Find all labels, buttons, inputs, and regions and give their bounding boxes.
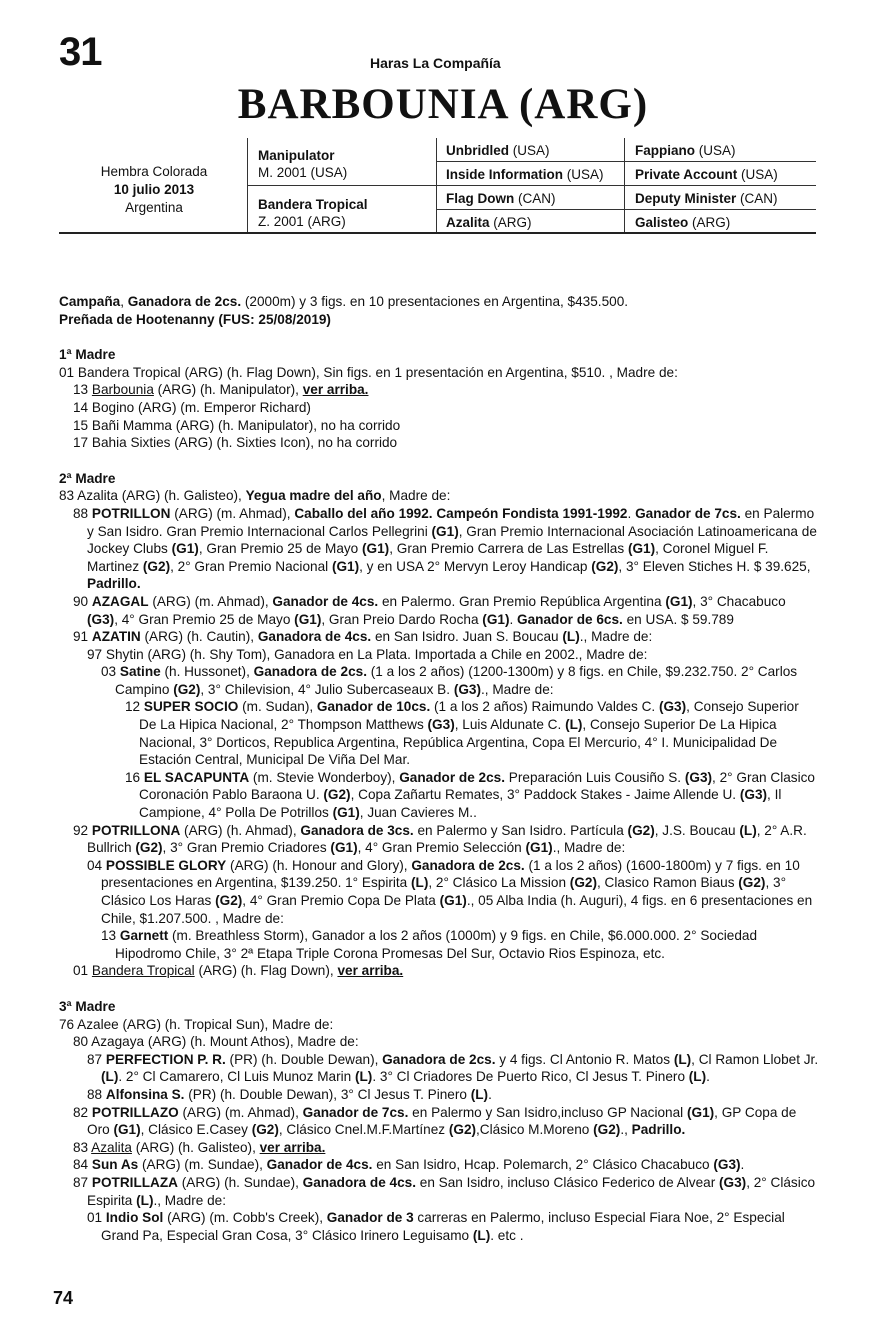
linked-name: ver arriba.	[302, 382, 369, 398]
record-text: Ganador de 4cs.	[272, 593, 379, 609]
record-text: AZAGAL	[91, 593, 149, 609]
record-text: (ARG) (m. Sundae),	[138, 1157, 267, 1173]
record-text: 03	[101, 664, 120, 680]
record-text: (G2)	[173, 681, 201, 697]
record-text: (ARG) (h. Sundae),	[178, 1174, 303, 1190]
sire-detail: M. 2001 (USA)	[258, 165, 348, 180]
record-text: 2ª Madre	[59, 470, 116, 486]
record-line	[59, 1016, 819, 1034]
record-text: .	[740, 1157, 745, 1173]
record-text: (L)	[101, 1069, 119, 1085]
record-text: PERFECTION P. R.	[105, 1051, 226, 1067]
record-line	[59, 822, 819, 857]
record-text: carreras en Palermo, incluso Especial Fiara Noe, 2° Especial Grand Pa, Especial Gran Cosa, 3° Clásico Irinero Leguisamo	[101, 1210, 785, 1243]
record-text: . 3° Cl Criadores De Puerto Rico, Cl Jesus T. Pinero	[372, 1069, 689, 1085]
ancestor-country: (ARG)	[688, 215, 731, 230]
record-text: 76 Azalee (ARG) (h. Tropical Sun), Madre de:	[59, 1016, 334, 1032]
record-text: (L)	[411, 875, 429, 891]
g2-ancestor	[446, 215, 532, 230]
record-text: 80 Azagaya (ARG) (h. Mount Athos), Madre de:	[73, 1034, 359, 1050]
record-line	[59, 998, 819, 1016]
record-text: 14 Bogino (ARG) (m. Emperor Richard)	[73, 399, 311, 415]
record-text: , 2° Gran Premio Nacional	[170, 558, 332, 574]
record-text: 97 Shytin (ARG) (h. Shy Tom), Ganadora en La Plata. Importada a Chile en 2002., Madre de:	[87, 646, 648, 662]
record-text: (G3)	[684, 769, 713, 785]
record-text: (1 a los 2 años) (1600-1800m) y 7 figs. en 10 presentaciones en Argentina, $139.250. 1° Espirita	[101, 857, 800, 891]
record-text: , Consejo Superior De La Hipica Nacional, 2° Thompson Matthews	[139, 699, 799, 733]
record-text: , 4° Gran Premio 25 de Mayo	[114, 611, 295, 627]
record-text: 13	[73, 382, 92, 398]
record-text: (ARG) (h. Galisteo),	[131, 1139, 260, 1155]
record-text: (L)	[472, 1227, 491, 1243]
record-text: Ganador de 2cs.	[399, 769, 506, 785]
record-line	[59, 346, 819, 364]
record-text: (L)	[673, 1051, 692, 1067]
record-text: en San Isidro, incluso Clásico Federico de Alvear	[416, 1174, 719, 1190]
record-text: (G2)	[142, 558, 171, 574]
record-text: 84	[73, 1157, 92, 1173]
record-text: (G3)	[453, 681, 481, 697]
record-text: Alfonsina S.	[105, 1086, 185, 1102]
record-text: Ganador de 4cs.	[266, 1157, 373, 1173]
linked-name: ver arriba.	[337, 963, 404, 979]
dam-name: Bandera Tropical	[258, 197, 368, 212]
horse-birth-date: 10 julio 2013	[113, 182, 195, 197]
record-text: (m. Sudan),	[238, 699, 317, 715]
record-text: , 3° Eleven Stiches H. $ 39.625,	[618, 558, 811, 574]
linked-name: Barbounia	[91, 382, 154, 398]
record-text: 82	[73, 1104, 92, 1120]
record-text: (L)	[565, 717, 583, 733]
record-text: 16	[125, 769, 144, 785]
record-text: 88	[87, 1086, 106, 1102]
record-text: Ganador de 7cs.	[302, 1104, 409, 1120]
record-text: (G3)	[713, 1157, 741, 1173]
record-text: ,	[120, 294, 128, 309]
record-text: (G1)	[525, 840, 553, 856]
g3-ancestor	[635, 215, 730, 230]
record-text: Ganador de 7cs.	[635, 505, 741, 521]
record-text: (G1)	[431, 523, 459, 539]
spacer	[59, 980, 819, 998]
record-text: en Palermo y San Isidro. Gran Premio Internacional Carlos Pellegrini	[87, 505, 815, 539]
record-text: 3ª Madre	[59, 998, 116, 1014]
record-text: , Il Campione, 4° Polla De Potrillos	[139, 787, 782, 821]
record-line	[59, 962, 819, 980]
record-text: , Juan Cavieres M..	[359, 805, 477, 821]
record-text: , 3° Chilevision, 4° Julio Subercaseaux B.	[200, 681, 454, 697]
record-text: Ganadora de 2cs.	[382, 1051, 496, 1067]
record-text: (2000m) y 3 figs. en 10 presentaciones en Argentina, $435.500.	[241, 294, 629, 309]
record-text: (G1)	[627, 541, 656, 557]
spacer	[59, 328, 819, 346]
record-text: (G2)	[591, 558, 619, 574]
record-text: ,Clásico M.Moreno	[476, 1122, 594, 1138]
g3-ancestor	[635, 143, 736, 158]
record-text: 01	[87, 1210, 106, 1226]
record-text: 12	[125, 699, 144, 715]
record-text: (m. Stevie Wonderboy),	[249, 769, 400, 785]
record-text: (G3)	[87, 611, 115, 627]
record-text: .	[627, 505, 636, 521]
record-text: (G1)	[665, 593, 693, 609]
record-text: (h. Hussonet),	[160, 664, 254, 680]
record-text: (G2)	[135, 840, 163, 856]
divider	[59, 232, 816, 234]
pedigree-table	[59, 138, 816, 234]
record-text: 1ª Madre	[59, 347, 116, 363]
ancestor-name: Azalita	[446, 215, 490, 230]
record-text: (ARG) (h. Flag Down),	[194, 963, 338, 979]
dam	[258, 196, 368, 230]
record-text: 13	[101, 928, 120, 944]
record-line	[59, 1156, 819, 1174]
record-text: , Gran Premio 25 de Mayo	[198, 541, 363, 557]
record-text: AZATIN	[91, 629, 141, 645]
record-text: 87	[73, 1174, 92, 1190]
record-text: (G1)	[439, 893, 467, 908]
ancestor-name: Private Account	[635, 167, 738, 182]
record-text: (ARG) (h. Cautin),	[140, 629, 258, 645]
record-text: (ARG) (h. Honour and Glory),	[226, 857, 412, 873]
record-text: (G2)	[251, 1122, 279, 1138]
record-text: en Palermo y San Isidro,incluso GP Nacional	[408, 1104, 687, 1120]
record-text: , 2° Gran Clasico Coronación Pablo Baraona U.	[139, 769, 815, 803]
record-text: (PR) (h. Double Dewan), 3° Cl Jesus T. Pinero	[184, 1086, 471, 1102]
record-text: , 4° Gran Premio Copa De Plata	[242, 893, 440, 908]
record-text: (G2)	[569, 875, 597, 891]
record-text: (G3)	[427, 717, 455, 733]
record-text: 15 Bañi Mamma (ARG) (h. Manipulator), no ha corrido	[73, 417, 401, 433]
record-text: (L)	[739, 822, 757, 838]
g2-ancestor	[446, 191, 556, 206]
record-text: (G3)	[658, 699, 687, 715]
record-text: (G1)	[482, 611, 510, 627]
record-text: (L)	[688, 1069, 707, 1085]
record-text: , Gran Preio Dardo Rocha	[321, 611, 483, 627]
record-text: SUPER SOCIO	[143, 699, 239, 715]
record-text: Caballo del año 1992. Campeón Fondista 1991-1992	[294, 505, 628, 521]
record-text: , 2° A.R. Bullrich	[87, 822, 807, 856]
record-text: , Consejo Superior De La Hipica Nacional, 3° Dorticos, Republica Argentina, República Argentina, Copa El Mercurio, 4° I. Municipalidad De Estación Central, Municipal De Viña Del Mar.	[139, 717, 778, 768]
record-line	[59, 698, 819, 768]
record-line	[59, 1209, 819, 1244]
record-text: POTRILLAZO	[91, 1104, 179, 1120]
record-text: Satine	[119, 664, 161, 680]
record-text: 83 Azalita (ARG) (h. Galisteo),	[59, 488, 246, 504]
record-line	[59, 1104, 819, 1139]
record-text: (L)	[470, 1086, 489, 1102]
record-text: , Madre de:	[381, 488, 451, 504]
ancestor-name: Deputy Minister	[635, 191, 737, 206]
record-text: (G1)	[331, 558, 360, 574]
linked-name: ver arriba.	[259, 1139, 326, 1155]
divider	[436, 138, 437, 234]
horse-name: BARBOUNIA (ARG)	[237, 81, 649, 128]
record-text: , Cl Ramon Llobet Jr.	[691, 1051, 819, 1067]
lot-number: 31	[59, 30, 102, 74]
record-text: Ganadora de 2cs.	[253, 664, 367, 680]
record-text: , Luis Aldunate C.	[454, 717, 566, 733]
divider	[624, 138, 625, 234]
record-text: , 4° Gran Premio Selección	[357, 840, 526, 856]
record-text: . etc .	[490, 1227, 524, 1243]
record-line	[59, 417, 819, 435]
record-text: ., 05 Alba India (h. Auguri), 4 figs. en 6 presentaciones en Chile, $1.207.500. , Madre de:	[101, 893, 813, 926]
record-text: en USA. $ 59.789	[622, 611, 734, 627]
divider	[436, 209, 816, 210]
divider	[436, 161, 816, 162]
record-line	[59, 1051, 819, 1086]
sire	[258, 147, 347, 181]
record-text: Indio Sol	[105, 1210, 164, 1226]
ancestor-country: (CAN)	[736, 191, 778, 206]
linked-name: Azalita	[91, 1139, 132, 1155]
ancestor-name: Galisteo	[635, 215, 689, 230]
record-text: POSSIBLE GLORY	[105, 857, 227, 873]
record-line	[59, 628, 819, 646]
record-text: Padrillo.	[87, 576, 141, 592]
record-text: Ganadora de 4cs.	[302, 1174, 416, 1190]
record-text: ., Madre de:	[579, 629, 653, 645]
farm-name: Haras La Compañía	[370, 55, 501, 71]
record-text: Ganador de 6cs.	[517, 611, 623, 627]
record-text: (G1)	[332, 805, 360, 821]
record-text: , Clásico Cnel.M.F.Martínez	[278, 1122, 449, 1138]
record-text: Padrillo.	[631, 1122, 686, 1138]
record-line	[59, 646, 819, 664]
record-text: , 3° Gran Premio Criadores	[162, 840, 331, 856]
record-text: Preñada de Hootenanny (FUS: 25/08/2019)	[59, 311, 331, 327]
g2-ancestor	[446, 167, 604, 182]
record-text: Campaña	[59, 294, 121, 309]
record-text: Ganadora de 4cs.	[257, 629, 372, 645]
record-text: (G1)	[686, 1104, 715, 1120]
record-text: POTRILLONA	[91, 822, 181, 838]
page-number: 74	[53, 1288, 74, 1308]
ancestor-name: Fappiano	[635, 143, 695, 158]
record-line	[59, 1086, 819, 1104]
record-text: (G2)	[448, 1122, 477, 1138]
record-text: 92	[73, 822, 92, 838]
record-line	[59, 593, 819, 628]
record-text: (G2)	[323, 787, 351, 803]
record-line	[59, 663, 819, 698]
record-text: , 2° Clásico La Mission	[428, 875, 570, 891]
ancestor-country: (USA)	[695, 143, 736, 158]
record-text: (L)	[562, 629, 580, 645]
record-text: Preparación Luis Cousiño S.	[505, 769, 685, 785]
record-text: Yegua madre del año	[245, 488, 382, 504]
sire-name: Manipulator	[258, 148, 335, 163]
record-text: (ARG) (m. Ahmad),	[170, 505, 295, 521]
record-text: (1 a los 2 años) (1200-1300m) y 8 figs. en Chile, $9.232.750. 2° Carlos Campino	[115, 664, 798, 697]
record-text: (G2)	[738, 875, 766, 891]
record-line	[59, 399, 819, 417]
record-text: en San Isidro. Juan S. Boucau	[371, 629, 563, 645]
record-text: (ARG) (m. Cobb's Creek),	[163, 1210, 327, 1226]
record-text: (m. Breathless Storm), Ganador a los 2 años (1000m) y 9 figs. en Chile, $6.000.000. 2° Sociedad Hipodromo Chile, 3° 2ª Etapa Triple Corona Promesas Del Sur, Octavio Rios Espinoza, etc.	[115, 928, 758, 961]
record-text: (G2)	[215, 893, 243, 908]
record-text: 83	[73, 1139, 92, 1155]
record-text: , Gran Premio Internacional Asociación Latinoamericana de Jockey Clubs	[87, 523, 817, 557]
linked-name: Bandera Tropical	[91, 963, 195, 979]
g3-ancestor	[635, 167, 778, 182]
record-line	[59, 434, 819, 452]
record-line	[59, 470, 819, 488]
record-line	[59, 505, 819, 593]
record-text: EL SACAPUNTA	[143, 769, 250, 785]
record-text: en Palermo y San Isidro. Partícula	[413, 822, 628, 838]
record-text: (G1)	[330, 840, 358, 856]
ancestor-country: (USA)	[563, 167, 604, 182]
record-text: , J.S. Boucau	[654, 822, 740, 838]
record-line	[59, 927, 819, 962]
record-text: (G1)	[171, 541, 199, 557]
record-text: (G2)	[627, 822, 655, 838]
record-text: (G1)	[362, 541, 390, 557]
record-text: .	[509, 611, 518, 627]
record-text: Ganador de 10cs.	[316, 699, 431, 715]
record-text: ., Madre de:	[481, 681, 554, 697]
record-text: Sun As	[91, 1157, 139, 1173]
record-text: (L)	[136, 1192, 154, 1208]
record-text: , 3° Chacabuco	[692, 593, 786, 609]
record-text: , Coronel Miguel F. Martinez	[87, 541, 769, 574]
record-text: ., Madre de:	[153, 1192, 227, 1208]
record-text: (1 a los 2 años) Raimundo Valdes C.	[430, 699, 659, 715]
spacer	[59, 452, 819, 470]
record-line	[59, 1033, 819, 1051]
record-text: (ARG) (m. Ahmad),	[148, 593, 273, 609]
record-line	[59, 293, 819, 311]
record-text: 87	[87, 1051, 106, 1067]
record-text: , Gran Premio Carrera de Las Estrellas	[389, 541, 628, 557]
record-line	[59, 381, 819, 399]
record-text: 01	[73, 963, 92, 979]
record-text: (ARG) (h. Manipulator),	[153, 382, 303, 398]
ancestor-country: (USA)	[737, 167, 778, 182]
record-line	[59, 1139, 819, 1157]
record-text: , 3° Clásico Los Haras	[101, 875, 787, 908]
record-text: 88	[73, 505, 92, 521]
record-text: .,	[620, 1122, 632, 1138]
g3-ancestor	[635, 191, 778, 206]
record-text: POTRILLON	[91, 505, 171, 521]
record-text: en Palermo. Gran Premio República Argentina	[378, 593, 666, 609]
divider	[247, 185, 816, 186]
record-text: 01 Bandera Tropical (ARG) (h. Flag Down), Sin figs. en 1 presentación en Argentina, $510. , Madre de:	[59, 364, 678, 380]
ancestor-country: (ARG)	[489, 215, 532, 230]
record-text: , 2° Clásico Espirita	[87, 1174, 816, 1208]
record-text: , Clasico Ramon Biaus	[596, 875, 739, 891]
horse-description	[59, 163, 249, 217]
record-text: . 2° Cl Camarero, Cl Luis Munoz Marin	[118, 1069, 355, 1085]
record-text: , y en USA 2° Mervyn Leroy Handicap	[359, 558, 592, 574]
record-text: 04	[87, 857, 106, 873]
record-text: Ganador de 3	[326, 1210, 414, 1226]
record-line	[59, 769, 819, 822]
dam-detail: Z. 2001 (ARG)	[258, 214, 346, 229]
g2-ancestor	[446, 143, 550, 158]
record-line	[59, 1174, 819, 1209]
record-text: , Clásico E.Casey	[140, 1122, 252, 1138]
record-text: (G2)	[593, 1122, 621, 1138]
horse-sex-color: Hembra Colorada	[100, 164, 208, 179]
record-text: .	[488, 1086, 492, 1102]
record-line	[59, 857, 819, 927]
record-text: 17 Bahia Sixties (ARG) (h. Sixties Icon), no ha corrido	[73, 435, 398, 451]
record-text: 91	[73, 629, 92, 645]
record-text: (PR) (h. Double Dewan),	[225, 1051, 383, 1067]
record-text: (ARG) (m. Ahmad),	[178, 1104, 303, 1120]
record-text: (G3)	[739, 787, 768, 803]
record-text: , GP Copa de Oro	[87, 1104, 797, 1138]
ancestor-name: Inside Information	[446, 167, 564, 182]
ancestor-country: (CAN)	[514, 191, 556, 206]
record-text: (G3)	[719, 1174, 747, 1190]
horse-country: Argentina	[125, 200, 183, 215]
record-text: 90	[73, 593, 92, 609]
record-text: Ganadora de 2cs.	[127, 294, 242, 309]
record-line	[59, 364, 819, 382]
record-text: (G1)	[113, 1122, 141, 1138]
record-text: (G1)	[294, 611, 322, 627]
record-text: Ganadora de 2cs.	[411, 857, 525, 873]
record-text: .	[706, 1069, 710, 1085]
ancestor-country: (USA)	[509, 143, 550, 158]
record-text: (ARG) (h. Ahmad),	[180, 822, 301, 838]
record-line	[59, 487, 819, 505]
ancestor-name: Unbridled	[446, 143, 509, 158]
racing-record	[59, 293, 819, 1244]
record-line	[59, 311, 819, 329]
record-text: Garnett	[119, 928, 169, 944]
record-text: en San Isidro, Hcap. Polemarch, 2° Clásico Chacabuco	[372, 1157, 714, 1173]
record-text: POTRILLAZA	[91, 1174, 178, 1190]
record-text: , Copa Zañartu Remates, 3° Paddock Stakes - Jaime Allende U.	[350, 787, 740, 803]
divider	[247, 138, 248, 234]
record-text: Ganadora de 3cs.	[300, 822, 414, 838]
record-text: y 4 figs. Cl Antonio R. Matos	[495, 1051, 674, 1067]
record-text: ., Madre de:	[552, 840, 626, 856]
record-text: (L)	[354, 1069, 373, 1085]
ancestor-name: Flag Down	[446, 191, 515, 206]
